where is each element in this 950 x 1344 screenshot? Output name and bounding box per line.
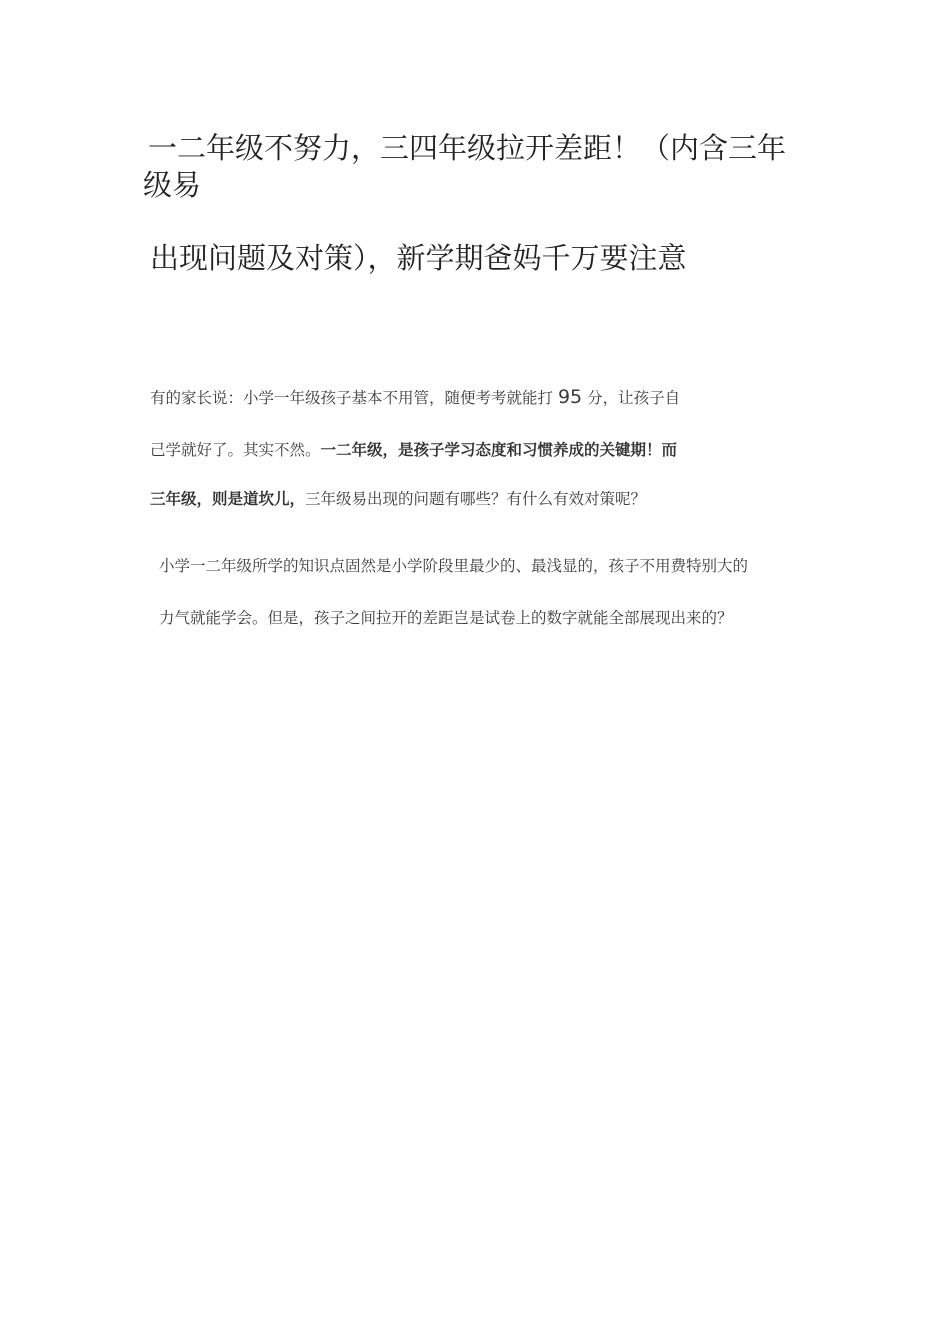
score-number: 95: [557, 386, 583, 408]
title-line-1: 一二年级不努力，三四年级拉开差距！（内含三年: [148, 131, 787, 165]
text-segment: 有的家长说：小学一年级孩子基本不用管，随便考考就能打: [150, 389, 554, 407]
paragraph-2-line-1: 小学一二年级所学的知识点固然是小学阶段里最少的、最浅显的，孩子不用费特别大的: [159, 557, 749, 575]
bold-emphasis: 三年级，则是道坎儿，: [150, 490, 306, 508]
paragraph-1-line-1: [150, 386, 680, 408]
title-line-3: 出现问题及对策），新学期爸妈千万要注意: [150, 241, 687, 275]
text-segment: 己学就好了。其实不然。: [150, 441, 321, 459]
bold-emphasis: 一二年级，是孩子学习态度和习惯养成的关键期！而: [320, 441, 678, 459]
paragraph-1-line-2: [150, 438, 677, 460]
text-segment: 分，让孩子自: [587, 389, 681, 407]
text-segment: 三年级易出现的问题有哪些？有什么有效对策呢？: [305, 490, 647, 508]
paragraph-1-line-3: [150, 487, 646, 509]
title-line-2: 级易: [143, 168, 202, 202]
paragraph-2-line-2: 力气就能学会。但是，孩子之间拉开的差距岂是试卷上的数字就能全部展现出来的？: [159, 609, 733, 627]
